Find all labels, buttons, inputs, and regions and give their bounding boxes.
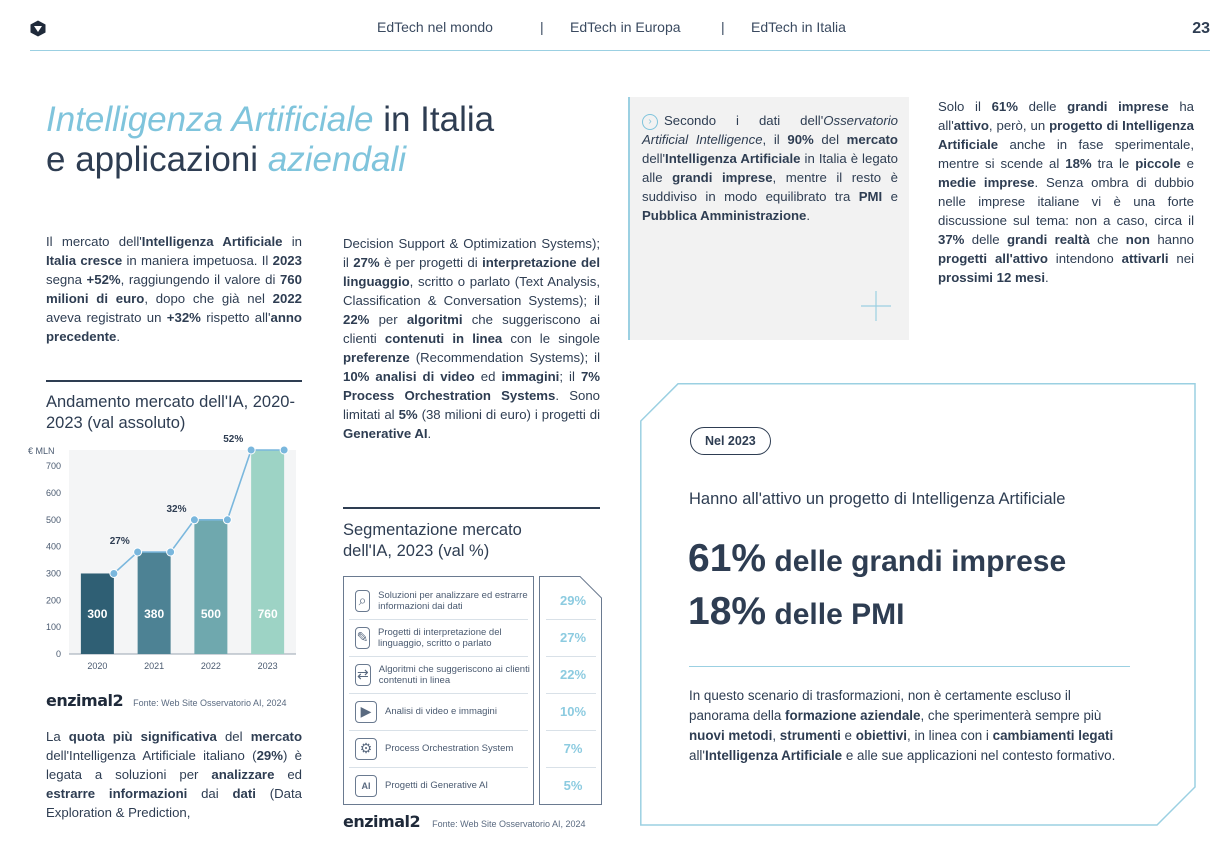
chart-source — [46, 691, 287, 710]
enzimal2-logo: enzimal2 — [46, 691, 124, 710]
growth-point — [280, 446, 288, 454]
seg-label: Progetti di interpretazione del linguaggio, scritto o parlato — [378, 626, 502, 649]
seg-label: Analisi di video e immagini — [385, 706, 497, 717]
growth-label: 27% — [109, 536, 130, 547]
seg-row — [343, 693, 534, 730]
title-accent: aziendali — [267, 140, 406, 179]
seg-label: Algoritmi che suggeriscono ai clienti contenuti in linea — [378, 663, 530, 686]
chart-divider — [46, 380, 302, 382]
process-icon: ⚙ — [355, 738, 377, 760]
quote-text: Secondo i dati dell'Osservatorio Artificial Intelligence, il 90% del mercato dell'Intelligenza Artificiale in Italia è legato alle grandi imprese, mentre il resto è suddiviso in modo equilibrato tra PMI e Pubblica Amministrazione. — [642, 113, 898, 223]
enzimal2-logo: enzimal2 — [343, 812, 421, 831]
seg-row — [343, 619, 534, 656]
y-tick-label: 400 — [45, 541, 61, 552]
bar — [194, 520, 227, 654]
x-tick-label: 2023 — [257, 661, 278, 671]
quote-box — [628, 97, 909, 340]
growth-point — [167, 548, 175, 556]
plus-icon — [861, 291, 891, 321]
bar-value-label: 380 — [144, 606, 165, 621]
market-chart — [28, 434, 303, 676]
seg-divider — [343, 507, 600, 509]
nav-edtech-mondo[interactable]: EdTech nel mondo — [377, 19, 493, 35]
page-number: 23 — [1192, 20, 1210, 37]
nav-edtech-europa[interactable]: EdTech in Europa — [570, 19, 681, 35]
bar — [251, 450, 284, 654]
header-divider — [30, 50, 1210, 51]
stat-label: delle grandi imprese — [766, 545, 1067, 578]
bar-value-label: 500 — [200, 606, 221, 621]
seg-value: 10% — [559, 704, 587, 719]
chart-heading: Andamento mercato dell'IA, 2020-2023 (val assoluto) — [46, 393, 295, 432]
highlight-divider — [689, 666, 1130, 667]
source-text: Fonte: Web Site Osservatorio AI, 2024 — [133, 698, 287, 708]
title-text: e applicazioni — [46, 140, 268, 179]
col1-bottom-paragraph: La quota più significativa del mercato dell'Intelligenza Artificiale italiano (29%) è legata a soluzioni per analizzare ed estrarre informazioni dai dati (Data Exploration & Prediction, — [46, 729, 303, 820]
seg-row — [343, 730, 534, 767]
video-icon: ▶ — [355, 701, 377, 723]
nav-separator: | — [721, 19, 725, 35]
seg-value: 29% — [559, 593, 587, 608]
stat-large-firms — [688, 537, 1066, 581]
seg-label: Progetti di Generative AI — [385, 780, 488, 791]
ai-chip-icon: AI — [355, 775, 377, 797]
recommend-icon: ⇄ — [355, 664, 371, 686]
nav-separator: | — [540, 19, 544, 35]
edit-icon: ✎ — [355, 627, 370, 649]
y-tick-label: 200 — [45, 595, 61, 606]
intro-paragraph: Il mercato dell'Intelligenza Artificiale in Italia cresce in maniera impetuosa. Il 2023 segna +52%, raggiungendo il valore di 760 milioni di euro, dopo che già nel 2022 aveva registrato un +32% rispetto all'anno precedente. — [46, 234, 303, 344]
y-tick-label: 500 — [45, 514, 61, 525]
seg-row — [343, 767, 534, 804]
y-tick-label: 300 — [45, 568, 61, 579]
growth-label: 52% — [223, 434, 244, 445]
y-tick-label: 700 — [45, 461, 61, 472]
y-tick-label: 100 — [45, 622, 61, 633]
y-tick-label: 0 — [55, 649, 61, 659]
x-tick-label: 2020 — [87, 661, 108, 671]
x-tick-label: 2021 — [144, 661, 165, 671]
bar — [138, 552, 171, 654]
seg-value: 7% — [563, 741, 583, 756]
seg-row — [343, 582, 534, 619]
growth-label: 32% — [166, 503, 187, 515]
year-badge: Nel 2023 — [690, 427, 771, 455]
title-accent: Intelligenza Artificiale — [46, 100, 374, 139]
y-tick-label: 600 — [45, 487, 61, 498]
growth-point — [190, 516, 198, 524]
growth-point — [134, 548, 142, 556]
segmentation-table — [343, 576, 603, 806]
arrow-circle-icon: › — [642, 114, 658, 130]
logo-icon — [30, 20, 46, 37]
growth-point — [110, 569, 118, 577]
highlight-subtitle: Hanno all'attivo un progetto di Intelligenza Artificiale — [689, 490, 1066, 508]
title-text: in Italia — [373, 100, 495, 139]
seg-value: 27% — [559, 630, 587, 645]
y-axis-label: € MLN — [28, 446, 55, 456]
bar-value-label: 760 — [257, 606, 278, 621]
growth-point — [247, 446, 255, 454]
col4-paragraph: Solo il 61% delle grandi imprese ha all'attivo, però, un progetto di Intelligenza Artificiale anche in fase sperimentale, mentre si scende al 18% tra le piccole e medie imprese. Senza ombra di dubbio nelle imprese italiane vi è una forte discussione sul tema: non a caso, circa il 37% delle grandi realtà che non hanno progetti all'attivo intendono attivarli nei prossimi 12 mesi. — [938, 99, 1195, 285]
source-text: Fonte: Web Site Osservatorio AI, 2024 — [432, 819, 586, 829]
stat-label: delle PMI — [766, 598, 905, 631]
seg-value: 5% — [563, 778, 583, 793]
growth-point — [223, 516, 231, 524]
highlight-paragraph: In questo scenario di trasformazioni, non è certamente escluso il panorama della formazione aziendale, che sperimenterà sempre più nuovi metodi, strumenti e obiettivi, in linea con i cambiamenti legati all'Intelligenza Artificiale e alle sue applicazioni nel contesto formativo. — [689, 688, 1116, 763]
search-chart-icon: ⌕ — [355, 590, 370, 612]
seg-row — [343, 656, 534, 693]
stat-percent: 61% — [688, 537, 767, 580]
nav-edtech-italia[interactable]: EdTech in Italia — [751, 19, 846, 35]
stat-percent: 18% — [688, 590, 767, 633]
col2-paragraph: Decision Support & Optimization Systems); il 27% è per progetti di interpretazione del linguaggio, scritto o parlato (Text Analysis, Classification & Conversation Systems); il 22% per algoritmi che suggeriscono ai clienti contenuti in linea con le singole preferenze (Recommendation Systems); il 10% analisi di video ed immagini; il 7% Process Orchestration Systems. Sono limitati al 5% (38 milioni di euro) i progetti di Generative AI. — [343, 236, 601, 441]
stat-sme — [688, 590, 904, 634]
seg-source — [343, 812, 586, 831]
seg-value: 22% — [559, 667, 587, 682]
seg-label: Soluzioni per analizzare ed estrarre informazioni dai dati — [378, 589, 528, 612]
page-title — [46, 100, 494, 180]
seg-heading: Segmentazione mercato dell'IA, 2023 (val %) — [343, 521, 522, 560]
seg-label: Process Orchestration System — [385, 743, 514, 754]
x-tick-label: 2022 — [200, 661, 221, 671]
bar-value-label: 300 — [87, 606, 108, 621]
